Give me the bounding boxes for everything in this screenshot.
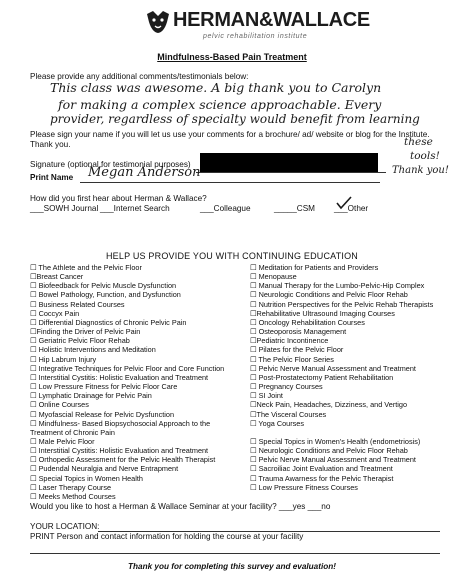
course-option[interactable]: ☐ Neurologic Conditions and Pelvic Floor Rehab	[250, 446, 408, 456]
course-option[interactable]: ☐ Post-Prostatectomy Patient Rehabilitation	[250, 372, 394, 382]
heard-option-label: CSM	[296, 204, 315, 213]
course-option[interactable]: ☐ Pregnancy Courses	[250, 382, 323, 392]
print-name-label: Print Name	[30, 173, 74, 182]
host-yes-label: yes	[292, 502, 306, 511]
heard-option-internet[interactable]: ___Internet Search	[100, 204, 170, 213]
heard-option-csm[interactable]: _____CSM	[274, 204, 315, 213]
course-option[interactable]: ☐ Male Pelvic Floor	[30, 436, 95, 446]
heard-option-label: Colleague	[213, 204, 251, 213]
courses-left-list	[30, 263, 224, 501]
heard-option-sowh[interactable]: ___SOWH Journal	[30, 204, 99, 213]
course-option[interactable]: ☐ Interstitial Cystitis: Holistic Evaluation and Treatment	[30, 372, 209, 382]
course-option-continued: Treatment of Chronic Pain	[30, 427, 115, 437]
host-no-option[interactable]: ___no	[307, 502, 331, 511]
course-option[interactable]: ☐Pediatric Incontinence	[250, 336, 329, 346]
course-option[interactable]: ☐ Osteoporosis Management	[250, 327, 347, 337]
comment-line-4: these	[404, 136, 433, 148]
course-option[interactable]: ☐ Low Pressure Fitness Courses	[250, 482, 358, 492]
comment-line-6: Thank you!	[392, 165, 449, 176]
form-title: Mindfulness-Based Pain Treatment	[157, 52, 307, 62]
course-option[interactable]: ☐Rehabilitative Ultrasound Imaging Courses	[250, 308, 395, 318]
signature-label: Signature (optional for testimonial purposes)	[30, 160, 191, 169]
consent-thanks: Thank you.	[30, 140, 71, 149]
signature-redacted	[200, 153, 378, 172]
course-spacer	[250, 428, 433, 437]
course-option[interactable]: ☐ Orthopedic Assessment for the Pelvic Health Therapist	[30, 455, 216, 465]
course-option[interactable]: ☐ Integrative Techniques for Pelvic Floor and Core Function	[30, 363, 225, 373]
print-name-line	[80, 182, 380, 183]
print-name-value[interactable]: Megan Anderson	[88, 165, 201, 180]
brand-name: HERMAN&WALLACE	[173, 9, 370, 31]
footer-thanks: Thank you for completing this survey and evaluation!	[128, 562, 336, 571]
host-no-label: no	[321, 502, 331, 511]
course-option[interactable]: ☐ Yoga Courses	[250, 418, 305, 428]
comment-line-5: tools!	[410, 150, 440, 162]
contact-line[interactable]	[30, 553, 440, 554]
course-option[interactable]: ☐ Special Topics in Women Health	[30, 473, 143, 483]
course-option[interactable]: ☐ Low Pressure Fitness for Pelvic Floor Care	[30, 382, 178, 392]
print-contact-label: PRINT Person and contact information for holding the course at your facility	[30, 532, 304, 541]
course-option[interactable]: ☐ The Pelvic Floor Series	[250, 354, 334, 364]
heard-option-colleague[interactable]: ___Colleague	[200, 204, 251, 213]
location-label: YOUR LOCATION:	[30, 522, 100, 531]
course-option[interactable]: ☐ SI Joint	[250, 391, 283, 401]
dog-head-icon	[145, 10, 171, 34]
course-option[interactable]: ☐ Nutrition Perspectives for the Pelvic Rehab Therapists	[250, 299, 434, 309]
course-option[interactable]: ☐ Pudendal Neuralgia and Nerve Entrapment	[30, 464, 179, 474]
course-option[interactable]: ☐ The Athlete and the Pelvic Floor	[30, 263, 142, 272]
course-option[interactable]: ☐Finding the Driver of Pelvic Pain	[30, 327, 141, 337]
course-option[interactable]: ☐ Hip Labrum Injury	[30, 354, 97, 364]
continuing-education-heading: HELP US PROVIDE YOU WITH CONTINUING EDUCATION	[105, 251, 359, 261]
course-option[interactable]: ☐ Special Topics in Women's Health (endometriosis)	[250, 436, 421, 446]
course-option[interactable]: ☐Breast Cancer	[30, 272, 84, 282]
course-option[interactable]: ☐ Lymphatic Drainage for Pelvic Pain	[30, 391, 152, 401]
course-option[interactable]: ☐ Interstitial Cystitis: Holistic Evaluation and Treatment	[30, 446, 209, 456]
brand-tagline: pelvic rehabilitation institute	[203, 33, 308, 40]
signature-line	[196, 172, 386, 173]
handwritten-check-icon	[336, 196, 352, 210]
heard-option-label: Internet Search	[113, 204, 170, 213]
courses-right-list	[250, 263, 433, 492]
course-option[interactable]: ☐ Mindfulness- Based Biopsychosocial Approach to the	[30, 418, 211, 428]
comment-line-2: for making a complex science approachable. Every	[58, 97, 382, 112]
course-option[interactable]: ☐The Visceral Courses	[250, 409, 327, 419]
comment-line-1: This class was awesome. A big thank you to Carolyn	[50, 80, 382, 95]
comment-line-3: provider, regardless of specialty would benefit from learning	[50, 112, 420, 126]
course-option[interactable]: ☐ Biofeedback for Pelvic Muscle Dysfunction	[30, 281, 177, 291]
course-option[interactable]: ☐ Laser Therapy Course	[30, 482, 112, 492]
course-option[interactable]: ☐ Meeks Method Courses	[30, 491, 116, 501]
heard-question: How did you first hear about Herman & Wallace?	[30, 194, 207, 203]
course-option[interactable]: ☐ Pelvic Nerve Manual Assessment and Treatment	[250, 455, 416, 465]
course-option[interactable]: ☐ Differential Diagnostics of Chronic Pelvic Pain	[30, 317, 187, 327]
course-option[interactable]: ☐ Menopause	[250, 272, 297, 282]
course-option[interactable]: ☐ Pilates for the Pelvic Floor	[250, 345, 344, 355]
course-option[interactable]: ☐ Sacroiliac Joint Evaluation and Treatment	[250, 464, 393, 474]
course-option[interactable]: ☐ Coccyx Pain	[30, 308, 80, 318]
host-yes-option[interactable]: ___yes	[278, 502, 306, 511]
course-option[interactable]: ☐ Manual Therapy for the Lumbo-Pelvic-Hip Complex	[250, 281, 425, 291]
course-option[interactable]: ☐ Geriatric Pelvic Floor Rehab	[30, 336, 130, 346]
course-option[interactable]: ☐ Pelvic Nerve Manual Assessment and Treatment	[250, 363, 416, 373]
course-option[interactable]: ☐ Trauma Awarness for the Pelvic Therapist	[250, 473, 394, 483]
course-option[interactable]: ☐ Online Courses	[30, 400, 89, 410]
brand-logo	[145, 8, 395, 46]
heard-option-other[interactable]: ___Other	[334, 204, 369, 213]
host-question-text: Would you like to host a Herman & Wallace Seminar at your facility?	[30, 502, 277, 511]
heard-option-label: Other	[347, 204, 369, 213]
comments-prompt: Please provide any additional comments/testimonials below:	[30, 72, 249, 81]
heard-option-label: SOWH Journal	[43, 204, 99, 213]
course-option[interactable]: ☐Neck Pain, Headaches, Dizziness, and Vertigo	[250, 400, 408, 410]
course-option[interactable]: ☐ Business Related Courses	[30, 299, 125, 309]
course-option[interactable]: ☐ Bowel Pathology, Function, and Dysfunction	[30, 290, 181, 300]
host-question	[30, 502, 330, 511]
course-option[interactable]: ☐ Holistic Interventions and Meditation	[30, 345, 156, 355]
course-option[interactable]: ☐ Meditation for Patients and Providers	[250, 263, 379, 272]
course-option[interactable]: ☐ Myofascial Release for Pelvic Dysfunction	[30, 409, 175, 419]
course-option[interactable]: ☐ Oncology Rehabilitation Courses	[250, 317, 365, 327]
course-option[interactable]: ☐ Neurologic Conditions and Pelvic Floor Rehab	[250, 290, 408, 300]
consent-text: Please sign your name if you will let us use your comments for a brochure/ ad/ website or blog for the Institute.	[30, 130, 430, 139]
